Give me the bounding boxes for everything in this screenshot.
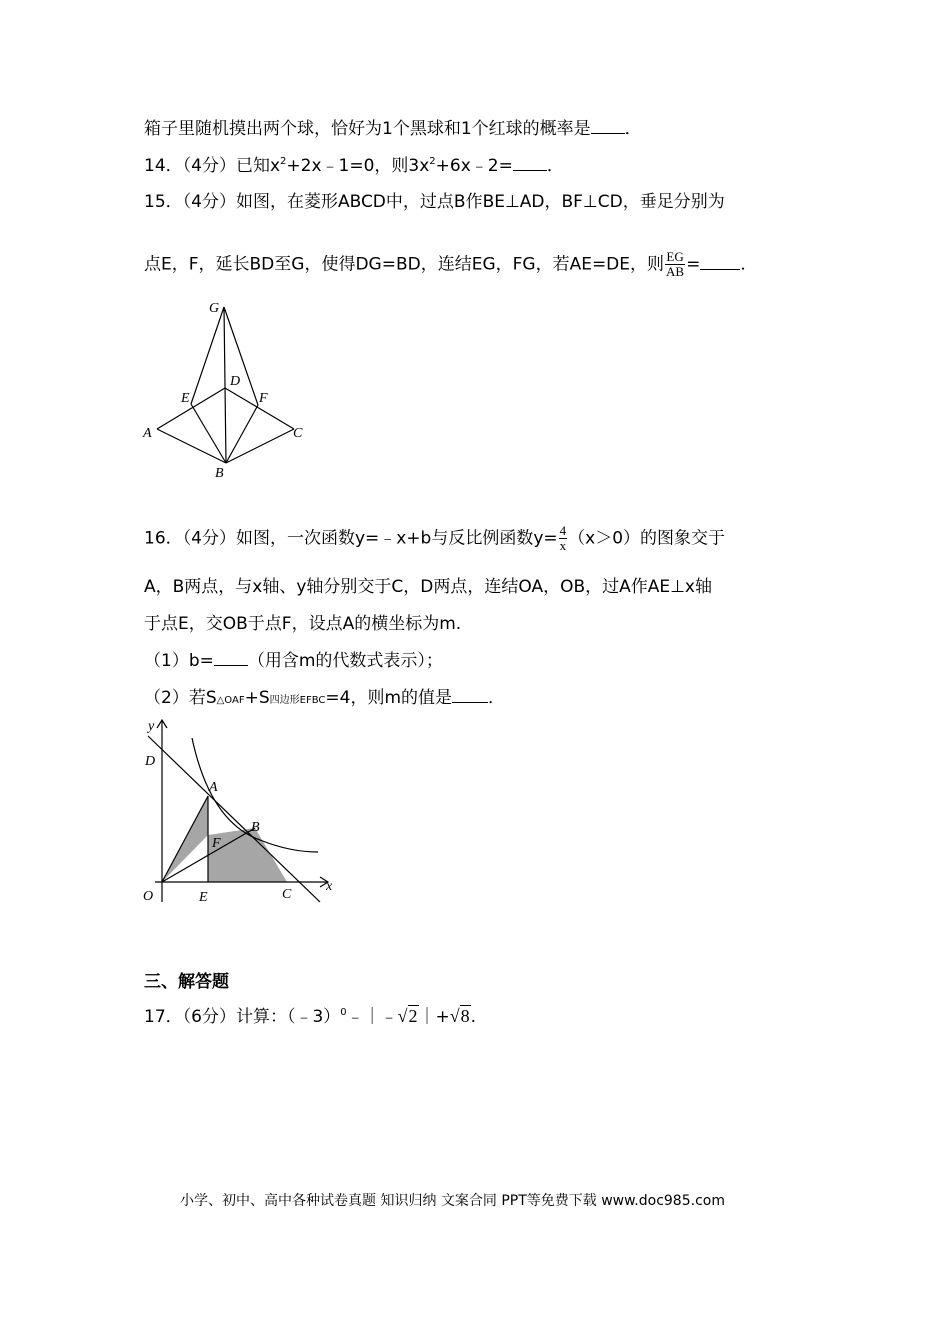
sqrt-2: √2 [397, 1006, 418, 1026]
fraction-numerator: EG [666, 249, 684, 264]
question-15-line1: 15．（4分）如图，在菱形ABCD中，过点B作BE⊥AD，BF⊥CD，垂足分别为 [144, 192, 725, 212]
question-16-line3: 于点E，交OB于点F，设点A的横坐标为m. [144, 614, 462, 634]
question-15-line2: 点E，F，延长BD至G，使得DG=BD，连结EG，FG，若AE=DE，则 $\frac{EG}{AB}$ = ． [144, 249, 758, 279]
answer-blank [452, 687, 488, 703]
label-d: D [145, 754, 156, 769]
label-o: O [143, 889, 154, 904]
answer-blank [700, 254, 740, 270]
fraction-denominator: AB [666, 264, 685, 279]
answer-blank [513, 155, 547, 171]
function-graph-figure [140, 712, 350, 912]
segment-eg [191, 307, 224, 404]
segment-bf [226, 405, 258, 463]
label-c: C [282, 887, 292, 902]
question-16-part2: （2）若S△OAF+S四边形EFBC=4，则m的值是 ． [144, 688, 506, 708]
label-e: E [199, 890, 208, 905]
segment-bg [224, 307, 226, 463]
label-x: x [326, 879, 333, 894]
segment-da [157, 388, 225, 429]
label-y: y [148, 719, 155, 734]
label-f: F [259, 391, 268, 406]
question-17: 17．（6分）计算：（﹣3）$^0$﹣｜﹣√2｜+√8. [144, 1006, 477, 1027]
question-14: 14．（4分）已知$x^2+2x﹣1=0$，则$3x^2+6x﹣2=$ ． [144, 156, 564, 176]
label-b: B [251, 820, 260, 835]
sqrt-8: √8 [449, 1006, 470, 1026]
answer-blank [591, 118, 625, 134]
page-footer: 小学、初中、高中各种试卷真题 知识归纳 文案合同 PPT等免费下载 www.doc985.com [180, 1193, 725, 1209]
section-heading: 三、解答题 [144, 972, 229, 992]
label-a: A [143, 426, 152, 441]
label-g: G [209, 301, 220, 316]
segment-bc [226, 429, 294, 463]
label-b: B [215, 466, 224, 481]
question-16-part1: （1）b= （用含m的代数式表示）； [144, 651, 443, 671]
label-e: E [181, 391, 190, 406]
fraction-eg-ab [665, 250, 685, 279]
q13-tail: 箱子里随机摸出两个球，恰好为1个黑球和1个红球的概率是 [144, 119, 591, 139]
label-a: A [209, 780, 218, 795]
text-line-13-end: 箱子里随机摸出两个球，恰好为1个黑球和1个红球的概率是 ． [144, 119, 642, 139]
fraction-4-over-x: $\frac{4}{x}$ [559, 523, 567, 553]
label-c: C [293, 426, 303, 441]
label-d: D [230, 374, 241, 389]
answer-blank [214, 650, 248, 666]
label-f: F [212, 836, 221, 851]
question-16-line1: 16．（4分）如图，一次函数y=﹣x+b与反比例函数y= $\frac{4}{x}$ （x＞0）的图象交于 [144, 523, 726, 553]
question-16-line2: A，B两点，与x轴、y轴分别交于C，D两点，连结OA，OB，过A作AE⊥x轴 [144, 577, 712, 597]
rhombus-figure [138, 295, 318, 485]
